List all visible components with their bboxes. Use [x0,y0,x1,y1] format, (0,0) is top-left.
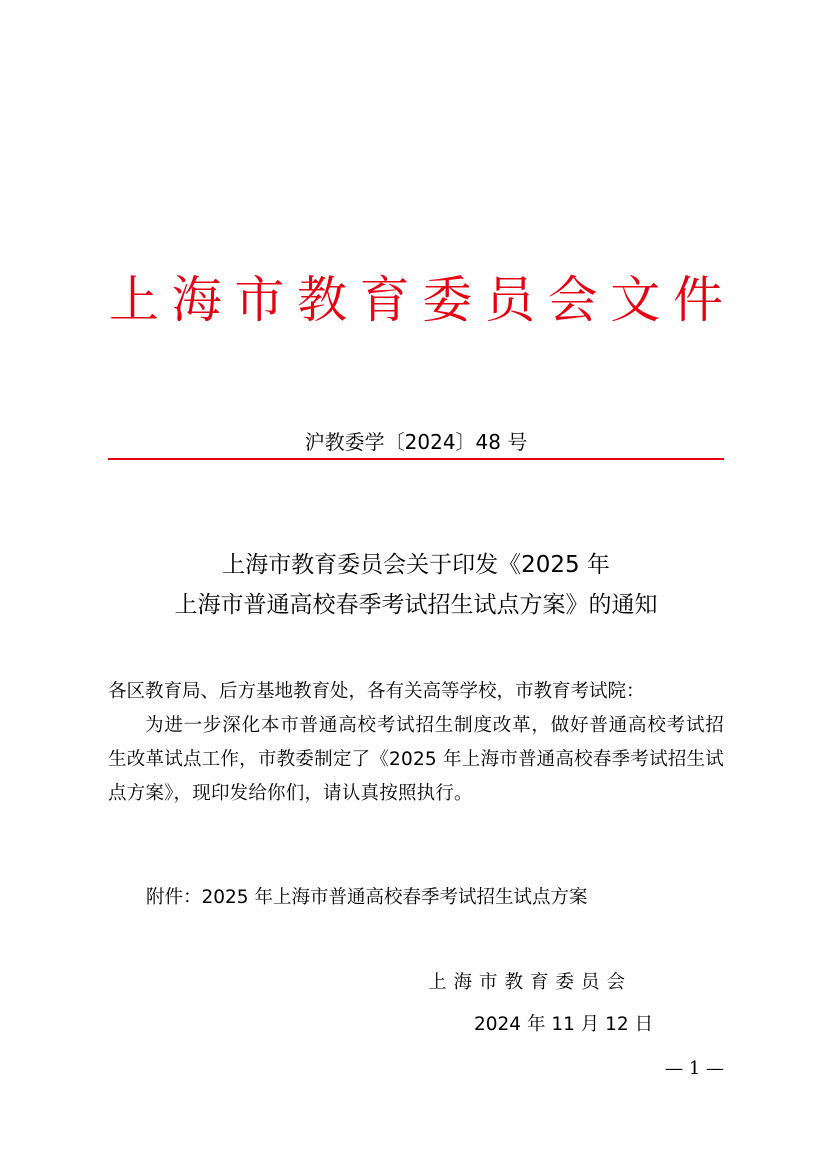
masthead-char: 育 [359,271,410,329]
masthead-char: 会 [547,271,598,329]
issue-date: 2024 年 11 月 12 日 [474,1014,654,1035]
salutation: 各区教育局、后方基地教育处，各有关高等学校，市教育考试院： [108,681,645,702]
masthead-char: 委 [422,271,473,329]
masthead-char: 员 [484,271,535,329]
masthead-char: 件 [672,271,723,329]
red-divider-line [108,458,724,460]
document-number: 沪教委学〔2024〕48 号 [304,430,528,454]
masthead-char: 文 [610,271,661,329]
masthead-char: 市 [234,271,285,329]
title-line-2: 上海市普通高校春季考试招生试点方案》的通知 [174,592,658,618]
document-body [108,675,724,811]
page-number: — 1 — [665,1058,724,1079]
document-masthead [108,268,724,332]
body-paragraph: 为进一步深化本市普通高校考试招生制度改革，做好普通高校考试招生改革试点工作，市教委制定了《2025 年上海市普通高校春季考试招生试点方案》，现印发给你们，请认真按照执行。 [108,715,724,804]
masthead-char: 教 [296,271,347,329]
masthead-char: 上 [109,271,159,329]
issuer-signature: 上海市教育委员会 [428,972,633,993]
document-title [108,545,724,625]
title-line-1: 上海市教育委员会关于印发《2025 年 [222,552,610,578]
attachment-line: 附件：2025 年上海市普通高校春季考试招生试点方案 [146,887,588,908]
masthead-char: 海 [171,271,222,329]
